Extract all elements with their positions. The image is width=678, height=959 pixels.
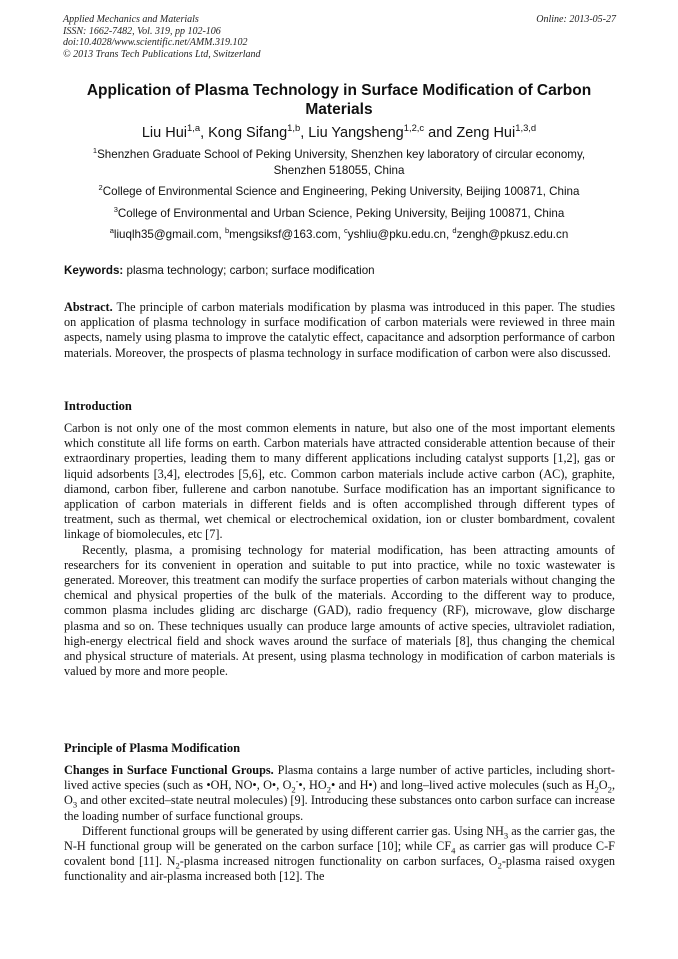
email: $^c$yshliu@pku.edu.cn, bbox=[344, 226, 453, 241]
keywords-label: Keywords: bbox=[64, 264, 124, 277]
copyright-line: © 2013 Trans Tech Publications Ltd, Switzerland bbox=[63, 48, 261, 60]
sub-heading: Changes in Surface Functional Groups. bbox=[64, 763, 274, 777]
author-list bbox=[64, 124, 614, 142]
author-emails bbox=[64, 227, 614, 243]
email: $^b$mengsiksf@163.com, bbox=[224, 226, 345, 241]
principle-heading: Principle of Plasma Modification bbox=[64, 741, 241, 755]
journal-name: Applied Mechanics and Materials bbox=[63, 14, 199, 25]
abstract-label: Abstract. bbox=[64, 300, 113, 314]
journal-header bbox=[63, 14, 616, 60]
issn-line: ISSN: 1662-7482, Vol. 319, pp 102-106 bbox=[63, 25, 221, 37]
principle-paragraph-2: Different functional groups will be generated by using different carrier gas. Using $NH_3$ as the carrier gas, the N-H functional group will be generated on the carbon surface [10]; while $CF_4$ as carrier gas will produce C-F covalent bond [11]. $N_2$-plasma increased nitrogen functionality on carbon surfaces, $O_2$-plasma raised oxygen functionality and air-plasma increased both [12]. The bbox=[64, 823, 616, 884]
principle-paragraph-1: Changes in Surface Functional Groups. Plasma contains a large number of active particles, including short-lived active species (such as •OH, NO•, O•, $O_2^-•$, $HO_2•$ and H•) and long–lived active molecules (such as $H_2O_2$, $O_3$ and other excited–state neutral molecules) [9]. Introducing these substances onto carbon surface can increase the loading number of surface functional groups. bbox=[64, 763, 615, 823]
intro-paragraph-1: Carbon is not only one of the most common elements in nature, but also one of the most important elements which constitute all life forms on earth. Carbon materials have attracted considerable attention because of their extraordinary properties, leading them to many different applications including catalyst supports [1,2], gas or liquid adsorbents [3,4], electrodes [5,6], etc. Common carbon materials include active carbon (AC), graphite, diamond, carbon fiber, fullerene and carbon nanotube. Surface modification has an important significance to application of carbon materials in different fields and is often accomplished through different types of treatment, such as thermal, wet chemical or electrochemical oxidation, ion or cluster bombardment, covalent linkage of biomolecules, etc [7]. bbox=[64, 421, 615, 542]
affiliation-1: $^1$Shenzhen Graduate School of Peking University, Shenzhen key laboratory of circular economy, Shenzhen 518055, China bbox=[92, 146, 586, 177]
affiliation-2: $^2$College of Environmental Science and Engineering, Peking University, Beijing 100871, China bbox=[98, 183, 580, 198]
email: $^d$zengh@pkusz.edu.cn bbox=[452, 226, 569, 241]
intro-paragraph-2: Recently, plasma, a promising technology for material modification, has been attracting amounts of researchers for its convenient in operation and suitable to put into practice, while no toxic wastewater is generated. Moreover, this treatment can modify the surface properties of carbon materials without changing the chemical and physical properties of the bulk of the materials. According to the different way to produce, common plasma includes gliding arc discharge (GAD), radio frequency (RF), microwave, glow discharge plasma and so on. These techniques usually can produce large amounts of active species, ultraviolet radiation, high-energy electrical field and shock waves around the surface of materials [8], thus changing the chemical and physical structure of materials. At present, using plasma technology in modification of carbon materials is valued by more and more people. bbox=[64, 542, 615, 679]
paper-title: Application of Plasma Technology in Surface Modification of Carbon Materials bbox=[86, 82, 592, 118]
introduction-body bbox=[64, 421, 615, 679]
email: $^a$liuqlh35@gmail.com, bbox=[109, 226, 225, 241]
keywords bbox=[64, 263, 614, 278]
abstract bbox=[64, 300, 615, 361]
principle-body bbox=[64, 763, 615, 885]
abstract-text: The principle of carbon materials modification by plasma was introduced in this paper. The studies on application of plasma technology in surface modification of carbon materials were reviewed in three main aspects, namely using plasma to improve the catalytic effect, capacitance and adsorption performance of carbon materials. Moreover, the prospects of plasma technology in surface modification of carbon were also discussed. bbox=[64, 300, 615, 360]
author: Liu Hui$^{1,a}$, bbox=[141, 122, 209, 141]
introduction-heading: Introduction bbox=[64, 399, 132, 413]
online-date: Online: 2013-05-27 bbox=[536, 14, 616, 25]
doi-line: doi:10.4028/www.scientific.net/AMM.319.102 bbox=[63, 37, 248, 48]
keywords-text: plasma technology; carbon; surface modification bbox=[123, 264, 375, 277]
author: Kong Sifang$^{1,b}$, bbox=[208, 122, 309, 141]
affiliation-3: $^3$College of Environmental and Urban Science, Peking University, Beijing 100871, China bbox=[113, 205, 565, 220]
author: Zeng Hui$^{1,3,d}$ bbox=[456, 122, 537, 141]
author: Liu Yangsheng$^{1,2,c}$ and bbox=[308, 122, 457, 141]
